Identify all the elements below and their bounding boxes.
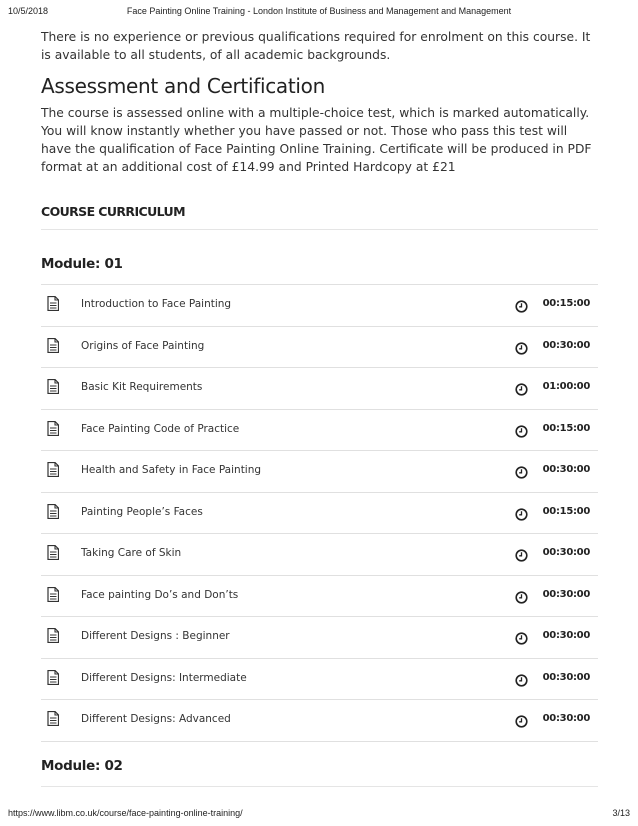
lesson-row[interactable] [41, 617, 598, 659]
curriculum-heading: COURSE CURRICULUM [41, 204, 598, 230]
lesson-list [41, 284, 598, 742]
lesson-duration: 00:30:00 [542, 339, 590, 351]
lesson-row[interactable] [41, 285, 598, 327]
document-icon [47, 711, 59, 726]
lesson-row[interactable] [41, 493, 598, 535]
lesson-row[interactable] [41, 534, 598, 576]
lesson-duration: 00:15:00 [542, 298, 590, 309]
module-section [41, 758, 598, 787]
page-number: 3/13 [612, 808, 630, 818]
print-page-title: Face Painting Online Training - London Institute of Business and Management and Management [126, 6, 512, 16]
document-icon [47, 421, 59, 436]
lesson-row[interactable] [41, 700, 598, 742]
lesson-title[interactable]: Different Designs: Advanced [81, 713, 231, 725]
print-footer [8, 808, 630, 820]
clock-icon [515, 672, 528, 685]
lesson-duration: 00:15:00 [542, 422, 590, 434]
assessment-paragraph: The course is assessed online with a multiple-choice test, which is marked automatically. You will know instantly whether you have passed or not. Those who pass this test will have the qualification of Face Painting Online Training. Certificate will be produced in PDF format at an additional cost of £14.99 and Printed Hardcopy at £21 [41, 106, 592, 174]
lesson-title[interactable]: Different Designs : Beginner [81, 630, 230, 642]
document-icon [47, 628, 59, 643]
document-icon [47, 296, 59, 311]
clock-icon [515, 340, 528, 353]
main-content [41, 28, 598, 787]
clock-icon [515, 381, 528, 394]
clock-icon [515, 506, 528, 519]
document-icon [47, 338, 59, 353]
lesson-title[interactable]: Basic Kit Requirements [81, 381, 203, 393]
lesson-title[interactable]: Introduction to Face Painting [81, 298, 232, 310]
clock-icon [515, 547, 528, 560]
print-header [8, 6, 630, 18]
clock-icon [515, 713, 528, 726]
document-icon [47, 587, 59, 602]
document-icon [47, 379, 59, 394]
lesson-row[interactable] [41, 368, 598, 410]
clock-icon [515, 589, 528, 602]
print-date: 10/5/2018 [8, 6, 49, 16]
assessment-heading: Assessment and Certification [41, 74, 325, 98]
lesson-row[interactable] [41, 410, 598, 452]
clock-icon [515, 298, 528, 311]
clock-icon [515, 464, 528, 477]
lesson-duration: 01:00:00 [542, 381, 590, 392]
lesson-title[interactable]: Face Painting Code of Practice [81, 422, 240, 435]
lesson-title[interactable]: Taking Care of Skin [81, 547, 182, 559]
lesson-duration: 00:30:00 [542, 588, 590, 600]
lesson-title[interactable]: Painting People’s Faces [81, 505, 203, 518]
document-icon [47, 545, 59, 560]
document-icon [47, 504, 59, 519]
lesson-title[interactable]: Health and Safety in Face Painting [81, 464, 262, 476]
lesson-row[interactable] [41, 576, 598, 618]
module-heading: Module: 02 [41, 757, 123, 774]
lesson-duration: 00:30:00 [542, 671, 590, 683]
document-icon [47, 462, 59, 477]
page-url: https://www.libm.co.uk/course/face-painting-online-training/ [8, 808, 243, 818]
lesson-row[interactable] [41, 451, 598, 493]
lesson-row[interactable] [41, 327, 598, 369]
clock-icon [515, 630, 528, 643]
requirements-paragraph: There is no experience or previous qualifications required for enrolment on this course. It is available to all students, of all academic backgrounds. [41, 30, 591, 62]
lesson-duration: 00:30:00 [542, 630, 590, 641]
document-icon [47, 670, 59, 685]
lesson-duration: 00:30:00 [542, 547, 590, 558]
lesson-title[interactable]: Different Designs: Intermediate [81, 671, 247, 684]
module-heading: Module: 01 [41, 256, 123, 272]
lesson-duration: 00:30:00 [542, 464, 590, 475]
lesson-duration: 00:30:00 [542, 713, 590, 724]
lesson-duration: 00:15:00 [542, 505, 590, 517]
lesson-row[interactable] [41, 659, 598, 701]
clock-icon [515, 423, 528, 436]
lesson-title[interactable]: Face painting Do’s and Don’ts [81, 588, 239, 601]
lesson-title[interactable]: Origins of Face Painting [81, 339, 205, 352]
